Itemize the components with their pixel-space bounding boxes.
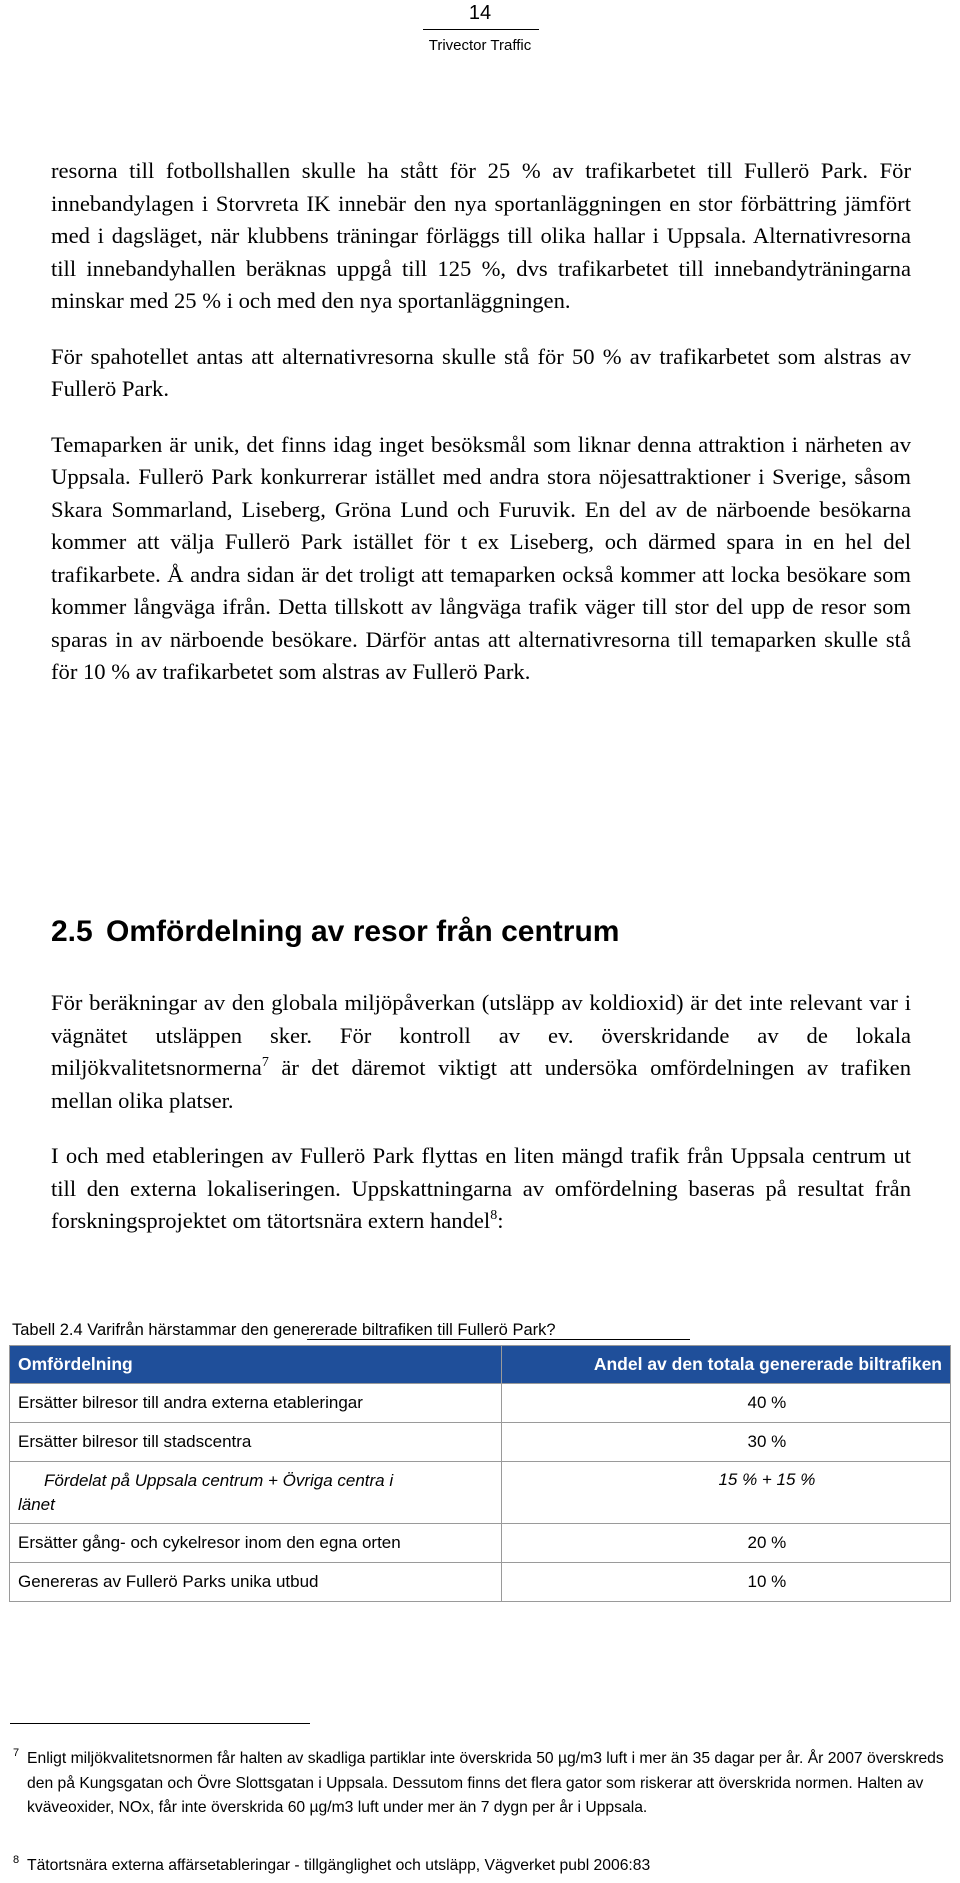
- paragraph: Temaparken är unik, det finns idag inget besöksmål som liknar denna attraktion i närheten av Uppsala. Fullerö Park konkurrerar istället med andra stora nöjesattraktioner i Sverige, såsom Skara Sommarland, Liseberg, Gröna Lund och Furuvik. En del av de närboende besökarna kommer att välja Fullerö Park istället för t ex Liseberg, och därmed spara in en hel del trafikarbete. Å andra sidan är det troligt att temaparken också kommer att locka besökare som kommer långväga ifrån. Detta tillskott av långväga trafik väger till stor del upp de resor som sparas in av närboende besökare. Därför antas att alternativresorna till temaparken skulle stå för 10 % av trafikarbetet som alstras av Fullerö Park.: [51, 431, 911, 684]
- table-row: [10, 1563, 951, 1602]
- row-label: Fördelat på Uppsala centrum + Övriga centra i länet: [10, 1462, 502, 1524]
- section-number: 2.5: [51, 915, 93, 948]
- row-value: 15 % + 15 %: [501, 1462, 950, 1524]
- row-value: 20 %: [501, 1524, 950, 1563]
- body-text-section: [51, 987, 911, 1261]
- column-header: Andel av den totala genererade biltrafiken: [501, 1346, 950, 1384]
- paragraph: I och med etableringen av Fullerö Park flyttas en liten mängd trafik från Uppsala centrum ut till den externa lokaliseringen. Uppskattningarna av omfördelning baseras på resultat från forskningsprojektet om tätortsnära extern handel$^8$:: [51, 1143, 911, 1233]
- row-value: 10 %: [501, 1563, 950, 1602]
- allocation-table: [9, 1345, 951, 1602]
- table-row: [10, 1423, 951, 1462]
- row-value: 40 %: [501, 1384, 950, 1423]
- section-heading: [51, 915, 619, 949]
- paragraph: För beräkningar av den globala miljöpåverkan (utsläpp av koldioxid) är det inte relevant var i vägnätet utsläppen sker. För kontroll av ev. överskridande av de lokala miljökvalitetsnormerna$^7$ är det däremot viktigt att undersöka omfördelningen av trafiken mellan olika platser.: [51, 990, 911, 1113]
- body-text-top: [51, 155, 911, 712]
- table-row: [10, 1524, 951, 1563]
- table-row: [10, 1384, 951, 1423]
- footnote-text: Enligt miljökvalitetsnormen får halten av skadliga partiklar inte överskrida 50 µg/m3 luft i mer än 35 dagar per år. År 2007 överskreds den på Kungsgatan och Övre Slottsgatan i Uppsala. Dessutom finns det flera gator som riskerar att överskrida normen. Halten av kväveoxider, NOx, får inte överskrida 60 µg/m3 luft under mer än 7 dygn per år i Uppsala.: [27, 1750, 944, 1816]
- footnote-ref-7[interactable]: 7: [261, 1055, 269, 1070]
- footnote-text: Tätortsnära externa affärsetableringar - tillgänglighet och utsläpp, Vägverket publ 2006:83: [27, 1857, 651, 1874]
- caption-underline: [307, 1339, 690, 1340]
- section-title: Omfördelning av resor från centrum: [106, 915, 620, 948]
- footnote-rule: [10, 1723, 310, 1724]
- footnote-ref-8[interactable]: 8: [490, 1208, 498, 1223]
- footnote-8: [10, 1854, 957, 1879]
- row-label: Ersätter bilresor till andra externa etableringar: [10, 1384, 502, 1423]
- table-row: [10, 1462, 951, 1524]
- table-caption: Tabell 2.4 Varifrån härstammar den genererade biltrafiken till Fullerö Park?: [12, 1321, 556, 1339]
- row-label: Genereras av Fullerö Parks unika utbud: [10, 1563, 502, 1602]
- row-label: Ersätter bilresor till stadscentra: [10, 1423, 502, 1462]
- footnote-mark: 8: [13, 1854, 20, 1866]
- row-label: Ersätter gång- och cykelresor inom den egna orten: [10, 1524, 502, 1563]
- header-rule: [423, 29, 539, 30]
- running-head: Trivector Traffic: [428, 37, 532, 54]
- column-header: Omfördelning: [10, 1346, 502, 1384]
- row-value: 30 %: [501, 1423, 950, 1462]
- table-header-row: [10, 1346, 951, 1384]
- paragraph: resorna till fotbollshallen skulle ha stått för 25 % av trafikarbetet till Fullerö Park. För innebandylagen i Storvreta IK innebär den nya sportanläggningen en stor förbättring jämfört med i dagsläget, när klubbens träningar förläggs till olika hallar i Uppsala. Alternativresorna till innebandyhallen beräknas uppgå till 125 %, dvs trafikarbetet till innebandyträningarna minskar med 25 % i och med den nya sportanläggningen.: [51, 158, 911, 313]
- page-number: 14: [468, 2, 492, 24]
- paragraph: För spahotellet antas att alternativresorna skulle stå för 50 % av trafikarbetet som alstras av Fullerö Park.: [51, 343, 911, 401]
- footnote-mark: 7: [13, 1747, 20, 1759]
- footnote-7: [10, 1747, 957, 1821]
